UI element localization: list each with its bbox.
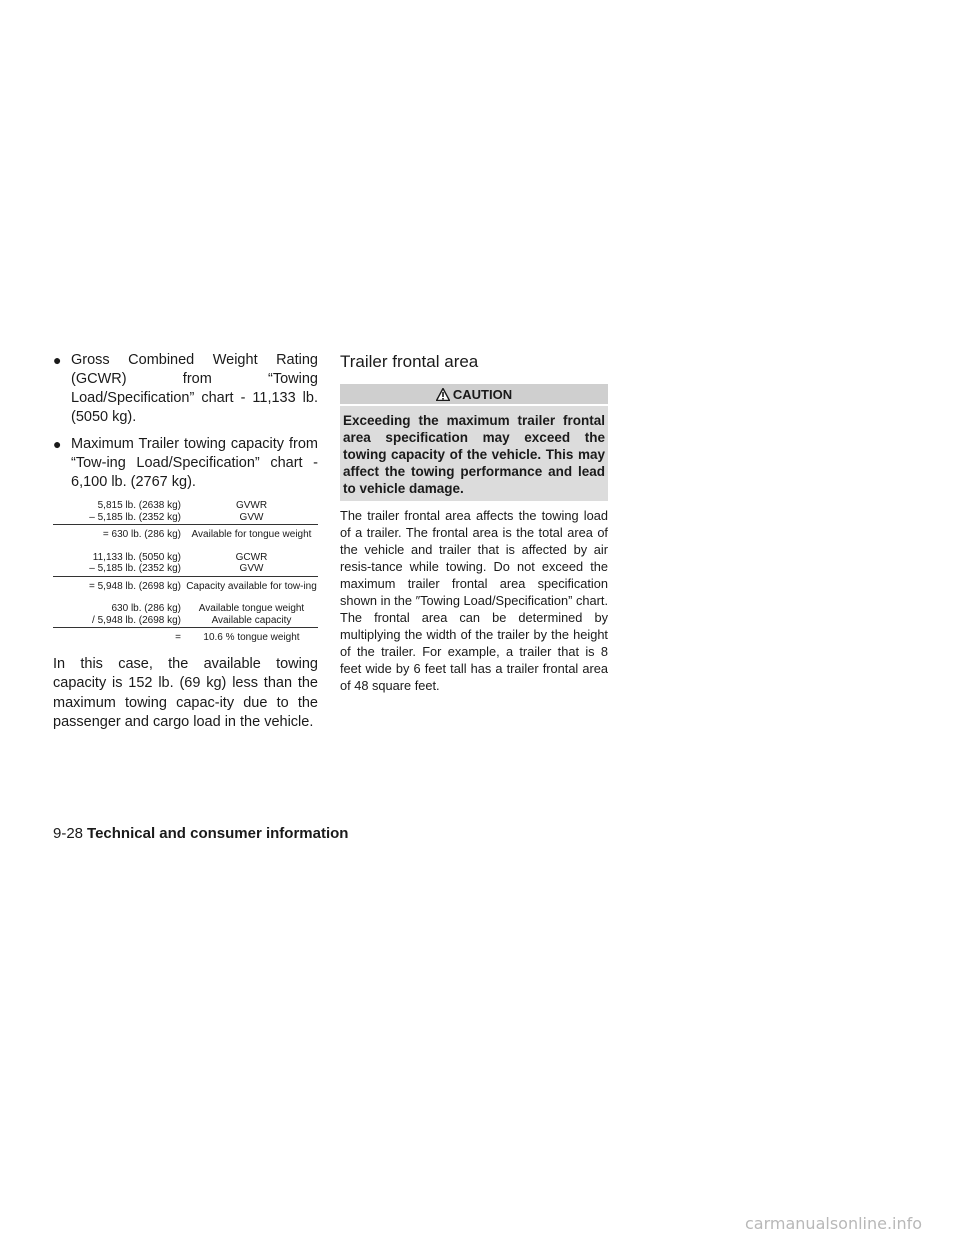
bullet-icon: ● [53,352,62,368]
left-column [53,351,318,733]
caution-text: Exceeding the maximum trailer frontal area specification may exceed the towing capacity of the vehicle. This may affect the towing performance and lead to vehicle damage. [340,406,608,501]
page-number: 9-28 [53,825,84,842]
calc-label: 10.6 % tongue weight [203,632,300,643]
calc-result: = 5,948 lb. (2698 kg) [88,580,181,592]
calc-group-percentage [53,603,318,644]
calc-divider [53,576,318,577]
summary-paragraph: In this case, the available towing capacity is 152 lb. (69 kg) less than the maximum towing capac-ity due to the passenger and cargo load in the vehicle. [53,655,318,730]
calculation-table [53,500,318,644]
calc-value: / 5,948 lb. (2698 kg) [92,614,181,626]
calc-label: GVWR [235,500,268,511]
calc-label: Available tongue weight [198,603,305,614]
bullet-item-max-trailer [53,435,318,492]
watermark: carmanualsonline.info [745,1214,923,1233]
calc-group-tongue [53,500,318,541]
bullet-text: Maximum Trailer towing capacity from “Tow-ing Load/Specification” chart - 6,100 lb. (2767 kg). [71,436,318,490]
calc-value: – 5,185 lb. (2352 kg) [89,511,181,523]
calc-label: GVW [239,563,264,574]
calc-value: 11,133 lb. (5050 kg) [92,551,181,563]
section-title: Technical and consumer information [87,825,349,842]
calc-divider [53,524,318,525]
calc-group-capacity [53,552,318,593]
bullet-text: Gross Combined Weight Rating (GCWR) from “Towing Load/Specification” chart - 11,133 lb. (5050 kg). [71,352,318,425]
calc-value: – 5,185 lb. (2352 kg) [89,563,181,574]
caution-label: CAUTION [452,386,513,402]
calc-value: 5,815 lb. (2638 kg) [97,500,181,511]
calc-result: = [175,632,181,643]
caution-header [340,384,608,404]
calc-label: GCWR [235,551,268,563]
section-heading: Trailer frontal area [340,352,479,371]
calc-label: Available capacity [211,614,292,626]
calc-label: GVW [239,511,264,523]
page-footer [53,825,348,842]
calc-value: 630 lb. (286 kg) [111,603,181,614]
calc-result: = 630 lb. (286 kg) [102,529,181,540]
body-paragraph: The trailer frontal area affects the towing load of a trailer. The frontal area is the total area of the vehicle and trailer that is affected by air resis-tance while towing. Do not exceed the maximum trailer frontal area specification shown in the ″Towing Load/Specification” chart. The frontal area can be determined by multiplying the width of the trailer by the height of the trailer. For example, a trailer that is 8 feet wide by 6 feet tall has a trailer frontal area of 48 square feet. [340,508,608,693]
calc-label: Available for tongue weight [191,529,312,540]
calc-divider [53,627,318,628]
warning-triangle-icon [436,388,450,401]
bullet-item-gcwr [53,351,318,427]
calc-label: Capacity available for tow-ing [186,580,317,592]
bullet-icon: ● [53,436,62,452]
right-column [340,352,608,694]
